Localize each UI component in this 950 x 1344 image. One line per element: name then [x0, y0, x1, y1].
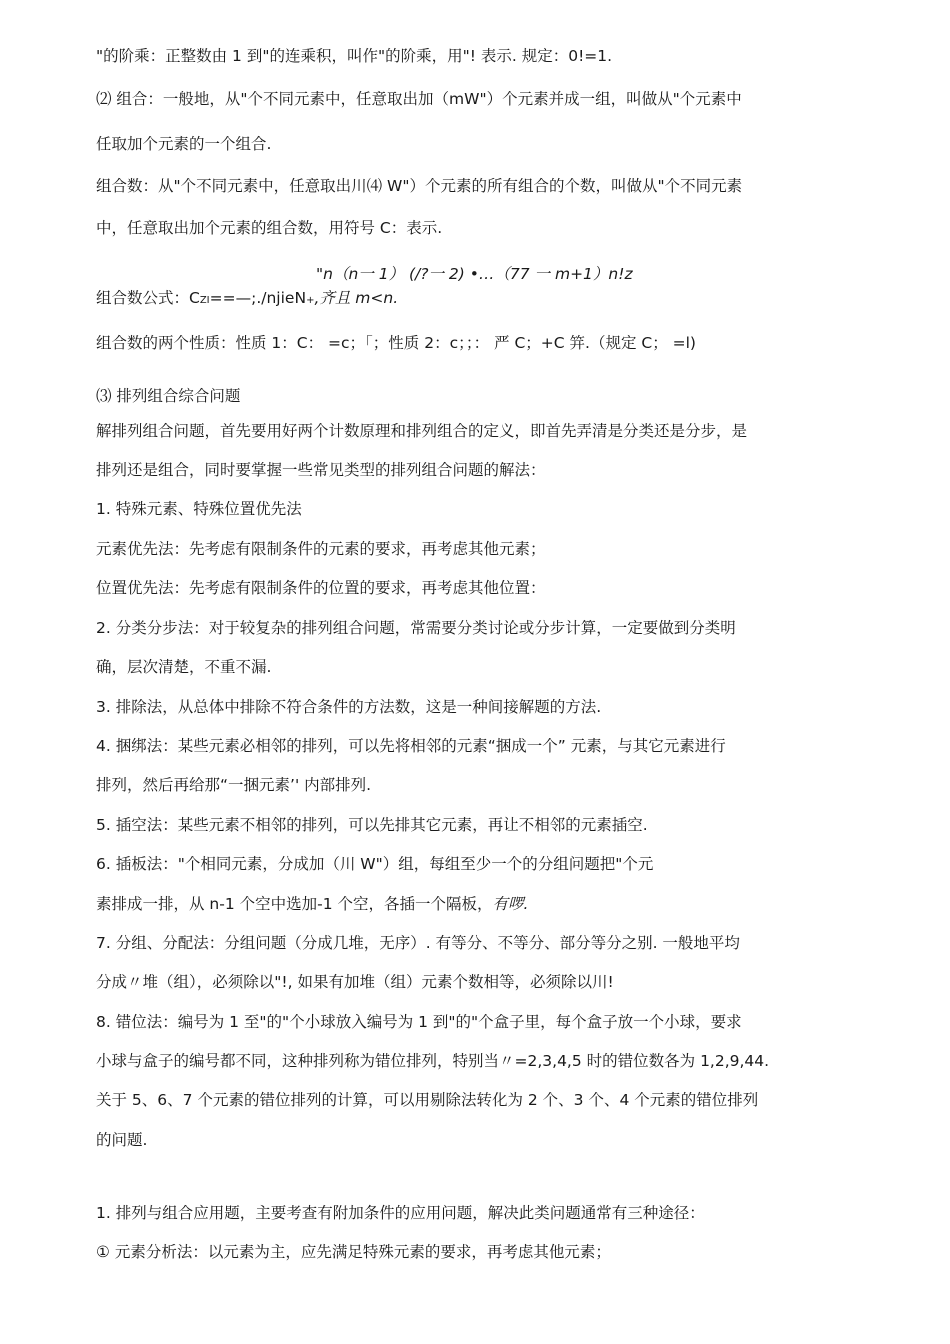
text-line: 的问题. — [96, 1131, 148, 1149]
text-line: ⑵ 组合：一般地，从"个不同元素中，任意取出加（mW"）个元素并成一组，叫做从"个元素中 — [96, 90, 742, 108]
formula-subscript-plus: + — [306, 295, 315, 306]
list-item: 4. 捆绑法：某些元素必相邻的排列，可以先将相邻的元素“捆成一个” 元素，与其它元素进行 — [96, 737, 726, 755]
text-line: 组合数：从"个不同元素中，任意取出川⑷ W"）个元素的所有组合的个数，叫做从"个不同元素 — [96, 177, 743, 195]
text-line: 小球与盒子的编号都不同，这种排列称为错位排列，特别当〃=2,3,4,5 时的错位数各为 1,2,9,44. — [96, 1052, 770, 1070]
list-item: 5. 插空法：某些元素不相邻的排列，可以先排其它元素，再让不相邻的元素插空. — [96, 816, 648, 834]
text-line: 任取加个元素的一个组合. — [96, 135, 272, 153]
formula-numerator: "n（n一 1） (/?一 2) •…（77 一 m+1）n!z — [316, 265, 633, 283]
text-line — [96, 894, 528, 914]
text-line: 确，层次清楚，不重不漏. — [96, 658, 272, 676]
list-item: 6. 插板法："个相同元素，分成加（川 W"）组，每组至少一个的分组问题把"个元 — [96, 855, 654, 873]
text-line: 排列还是组合，同时要掌握一些常见类型的排列组合问题的解法： — [96, 461, 546, 479]
text-line: 分成〃堆（组），必须除以"!, 如果有加堆（组）元素个数相等，必须除以川! — [96, 973, 614, 991]
text-line: 位置优先法：先考虑有限制条件的位置的要求，再考虑其他位置： — [96, 579, 546, 597]
list-item: 1. 排列与组合应用题，主要考查有附加条件的应用问题，解决此类问题通常有三种途径： — [96, 1204, 705, 1222]
text-line: 排列，然后再给那“一捆元素’' 内部排列. — [96, 776, 372, 794]
text-line: 关于 5、6、7 个元素的错位排列的计算，可以用剔除法转化为 2 个、3 个、4 个元素的错位排列 — [96, 1091, 759, 1109]
text-line: 解排列组合问题，首先要用好两个计数原理和排列组合的定义，即首先弄清是分类还是分步，是 — [96, 422, 748, 440]
formula-condition: ,齐且 m<n. — [314, 289, 399, 307]
formula-subscript: ZI — [199, 295, 210, 306]
text-segment: 素排成一排，从 n-1 个空中选加-1 个空，各插一个隔板， — [96, 895, 493, 913]
text-segment-italic: 有啰. — [492, 895, 529, 913]
text-line: 元素优先法：先考虑有限制条件的元素的要求，再考虑其他元素； — [96, 540, 546, 558]
text-line: 中，任意取出加个元素的组合数，用符号 C：表示. — [96, 219, 443, 237]
text-line: 组合数的两个性质：性质 1：C： =c；「；性质 2：c；；： 严 C；+C 笄.（规定 C； =l) — [96, 334, 696, 352]
list-item: 3. 排除法，从总体中排除不符合条件的方法数，这是一种间接解题的方法. — [96, 698, 602, 716]
list-item: 2. 分类分步法：对于较复杂的排列组合问题，常需要分类讨论或分步计算，一定要做到分类明 — [96, 619, 736, 637]
formula-label: 组合数公式：C — [96, 289, 200, 307]
text-line: "的阶乘：正整数由 1 到"的连乘积，叫作"的阶乘，用"! 表示. 规定：0!=1. — [96, 47, 613, 65]
list-item: 8. 错位法：编号为 1 至"的"个小球放入编号为 1 到"的"个盒子里，每个盒子放一个小球，要求 — [96, 1013, 742, 1031]
list-item: ① 元素分析法：以元素为主，应先满足特殊元素的要求，再考虑其他元素； — [96, 1243, 611, 1261]
list-item: 7. 分组、分配法：分组问题（分成几堆，无序）. 有等分、不等分、部分等分之别. 一般地平均 — [96, 934, 740, 952]
formula-body: ==—;./njieN — [209, 289, 307, 307]
formula-line — [96, 288, 398, 311]
section-heading: ⑶ 排列组合综合问题 — [96, 387, 241, 405]
list-item: 1. 特殊元素、特殊位置优先法 — [96, 500, 302, 518]
